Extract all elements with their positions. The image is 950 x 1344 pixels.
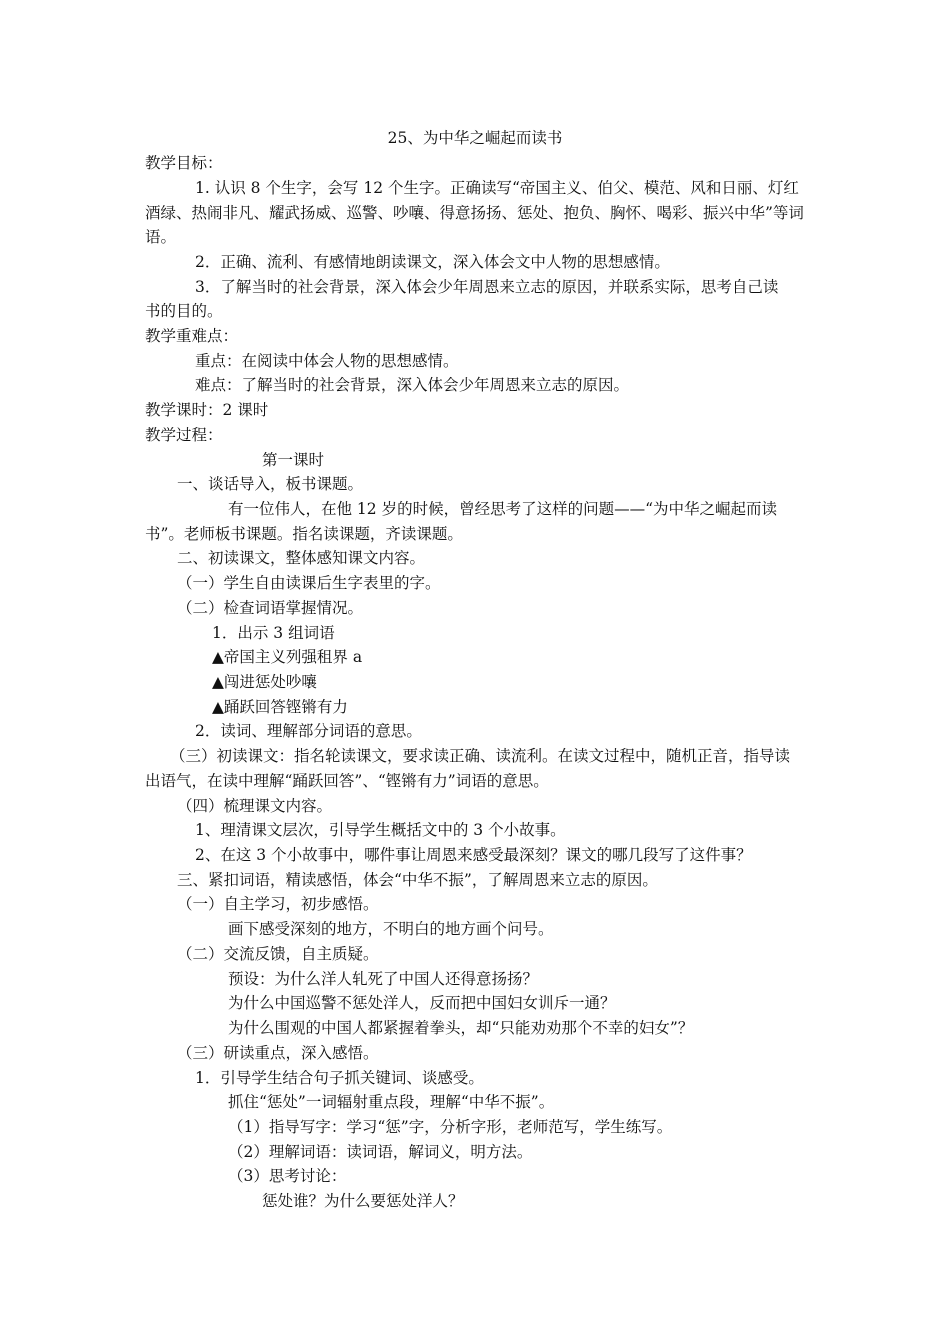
text-line: （二）交流反馈，自主质疑。	[177, 945, 379, 963]
text-line: （四）梳理课文内容。	[177, 797, 333, 815]
text-line: 抓住“惩处”一词辐射重点段，理解“中华不振”。	[228, 1093, 555, 1111]
text-line: 教学目标：	[145, 154, 223, 172]
text-line: （一）自主学习，初步感悟。	[177, 895, 379, 913]
text-line: （一）学生自由读课后生字表里的字。	[177, 574, 441, 592]
text-line: ▲帝国主义列强租界 a	[212, 648, 363, 666]
text-line: 一、谈话导入，板书课题。	[177, 475, 364, 493]
text-line: 教学课时：2 课时	[145, 401, 269, 419]
text-line: 1. 认识 8 个生字，会写 12 个生字。正确读写“帝国主义、伯父、模范、风和日丽、灯红	[195, 179, 799, 197]
text-line: 为什么中国巡警不惩处洋人，反而把中国妇女训斥一通？	[228, 994, 616, 1012]
text-line: （2）理解词语：读词语，解词义，明方法。	[228, 1143, 533, 1161]
text-line: 出语气，在读中理解“踊跃回答”、“铿锵有力”词语的意思。	[145, 772, 549, 790]
text-line: 画下感受深刻的地方，不明白的地方画个问号。	[228, 920, 554, 938]
text-line: 2、在这 3 个小故事中，哪件事让周恩来感受最深刻？课文的哪几段写了这件事？	[195, 846, 752, 864]
text-line: ▲闯进惩处吵嚷	[212, 673, 317, 691]
text-line: 1、理清课文层次，引导学生概括文中的 3 个小故事。	[195, 821, 566, 839]
document-title: 25、为中华之崛起而读书	[387, 129, 563, 147]
text-line: 二、初读课文，整体感知课文内容。	[177, 549, 426, 567]
text-line: 教学过程：	[145, 426, 223, 444]
text-line: 预设：为什么洋人轧死了中国人还得意扬扬？	[228, 970, 539, 988]
text-line: 三、紧扣词语，精读感悟，体会“中华不振”，了解周恩来立志的原因。	[177, 871, 658, 889]
text-line: 1．引导学生结合句子抓关键词、谈感受。	[195, 1069, 484, 1087]
text-line: （3）思考讨论：	[228, 1167, 347, 1185]
text-line: （三）初读课文：指名轮读课文，要求读正确、读流利。在读文过程中，随机正音，指导读	[170, 747, 791, 765]
text-line: 语。	[145, 228, 177, 246]
text-line: 2．读词、理解部分词语的意思。	[195, 722, 422, 740]
text-line: 有一位伟人，在他 12 岁的时候，曾经思考了这样的问题——“为中华之崛起而读	[228, 500, 778, 518]
text-line: 3．了解当时的社会背景，深入体会少年周恩来立志的原因，并联系实际，思考自己读	[195, 278, 779, 296]
text-line: 2．正确、流利、有感情地朗读课文，深入体会文中人物的思想感情。	[195, 253, 670, 271]
text-line: 第一课时	[262, 451, 325, 469]
text-line: 酒绿、热闹非凡、耀武扬威、巡警、吵嚷、得意扬扬、惩处、抱负、胸怀、喝彩、振兴中华”等词	[145, 204, 804, 222]
text-line: （1）指导写字：学习“惩”字，分析字形，老师范写，学生练写。	[228, 1118, 673, 1136]
text-line: 重点：在阅读中体会人物的思想感情。	[195, 352, 459, 370]
text-line: ▲踊跃回答铿锵有力	[212, 698, 348, 716]
text-line: 书”。老师板书课题。指名读课题，齐读课题。	[145, 525, 463, 543]
text-line: （二）检查词语掌握情况。	[177, 599, 364, 617]
text-line: 惩处谁？为什么要惩处洋人？	[262, 1192, 464, 1210]
text-line: 为什么围观的中国人都紧握着拳头，却“只能劝劝那个不幸的妇女”？	[228, 1019, 694, 1037]
text-line: 1．出示 3 组词语	[212, 624, 335, 642]
text-line: 难点：了解当时的社会背景，深入体会少年周恩来立志的原因。	[195, 376, 630, 394]
text-line: 教学重难点：	[145, 327, 239, 345]
text-line: （三）研读重点，深入感悟。	[177, 1044, 379, 1062]
text-line: 书的目的。	[145, 302, 223, 320]
